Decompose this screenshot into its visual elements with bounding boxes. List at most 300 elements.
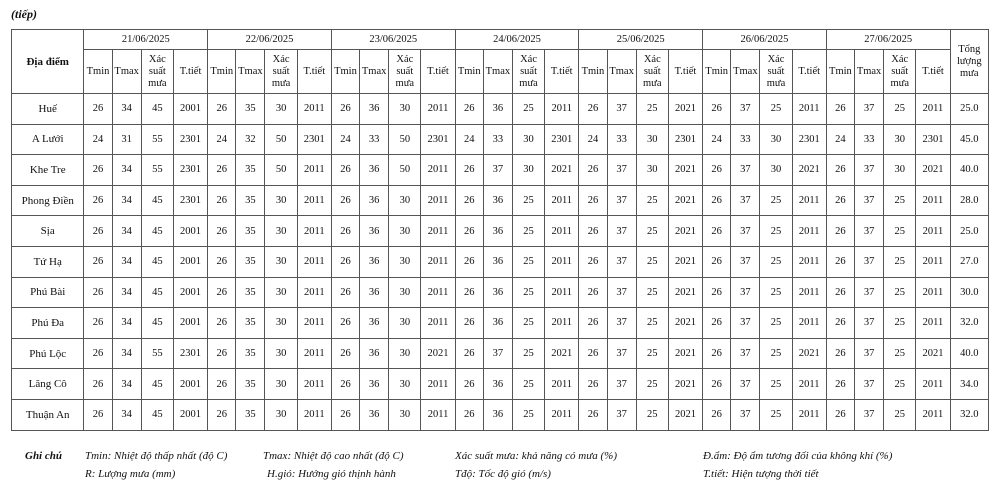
tmax-header: Tmax [112, 50, 141, 94]
weather-code-cell: 2011 [792, 308, 826, 339]
tmax-cell: 36 [483, 399, 512, 430]
tmax-cell: 37 [607, 155, 636, 186]
weather-code-cell: 2021 [668, 277, 702, 308]
tmax-cell: 37 [607, 277, 636, 308]
weather-code-header: T.tiết [916, 50, 950, 94]
weather-code-cell: 2021 [668, 94, 702, 125]
weather-code-cell: 2011 [421, 155, 455, 186]
tmax-cell: 37 [731, 94, 760, 125]
tmax-cell: 37 [607, 369, 636, 400]
weather-code-cell: 2011 [297, 94, 331, 125]
date-header-3: 23/06/2025 [331, 30, 455, 50]
rain-probability-cell: 50 [389, 155, 421, 186]
note-rain: R: Lượng mưa (mm) [85, 468, 176, 480]
weather-code-cell: 2301 [545, 124, 579, 155]
tmin-cell: 26 [703, 246, 731, 277]
tmin-cell: 26 [826, 216, 854, 247]
tmin-cell: 26 [703, 216, 731, 247]
tmin-cell: 26 [84, 308, 112, 339]
tmin-cell: 26 [703, 185, 731, 216]
tmax-cell: 37 [731, 338, 760, 369]
tmin-header: Tmin [331, 50, 359, 94]
tmin-cell: 26 [455, 246, 483, 277]
tmin-header: Tmin [703, 50, 731, 94]
table-row [12, 308, 989, 339]
rain-probability-cell: 45 [141, 94, 173, 125]
table-row [12, 369, 989, 400]
rain-probability-cell: 50 [265, 155, 297, 186]
tmax-cell: 37 [854, 277, 883, 308]
tmin-cell: 24 [826, 124, 854, 155]
tmax-cell: 35 [236, 94, 265, 125]
tmax-cell: 36 [360, 277, 389, 308]
tmax-header: Tmax [731, 50, 760, 94]
weather-code-cell: 2011 [916, 216, 950, 247]
rain-probability-cell: 25 [636, 369, 668, 400]
tmin-header: Tmin [455, 50, 483, 94]
rain-probability-cell: 45 [141, 399, 173, 430]
weather-code-cell: 2011 [792, 216, 826, 247]
tmin-header: Tmin [208, 50, 236, 94]
table-row [12, 338, 989, 369]
tmax-cell: 35 [236, 216, 265, 247]
rain-probability-cell: 30 [389, 399, 421, 430]
tmax-cell: 36 [483, 308, 512, 339]
rain-probability-cell: 30 [512, 155, 544, 186]
weather-code-cell: 2011 [545, 94, 579, 125]
tmin-cell: 26 [84, 399, 112, 430]
rain-probability-cell: 25 [512, 216, 544, 247]
tmax-header: Tmax [360, 50, 389, 94]
tmin-cell: 24 [84, 124, 112, 155]
tmin-cell: 26 [455, 185, 483, 216]
rain-probability-cell: 25 [884, 246, 916, 277]
rain-probability-cell: 30 [389, 246, 421, 277]
weather-code-cell: 2301 [792, 124, 826, 155]
tmax-cell: 33 [360, 124, 389, 155]
weather-code-cell: 2001 [173, 246, 207, 277]
table-row [12, 94, 989, 125]
tmax-cell: 37 [607, 94, 636, 125]
weather-code-header: T.tiết [545, 50, 579, 94]
tmin-cell: 26 [826, 338, 854, 369]
tmin-cell: 26 [703, 369, 731, 400]
weather-code-cell: 2011 [916, 277, 950, 308]
note-tmin: Tmin: Nhiệt độ thấp nhất (độ C) [85, 450, 228, 462]
table-row [12, 185, 989, 216]
weather-code-cell: 2001 [173, 94, 207, 125]
tmin-cell: 26 [331, 155, 359, 186]
rain-probability-cell: 25 [760, 246, 792, 277]
weather-code-cell: 2011 [545, 277, 579, 308]
tmin-cell: 26 [826, 399, 854, 430]
rain-probability-header: Xác suất mưa [512, 50, 544, 94]
tmax-cell: 37 [731, 277, 760, 308]
total-rain-cell: 40.0 [950, 338, 988, 369]
rain-probability-cell: 25 [884, 308, 916, 339]
tmax-cell: 37 [854, 185, 883, 216]
rain-probability-header: Xác suất mưa [389, 50, 421, 94]
weather-code-header: T.tiết [668, 50, 702, 94]
rain-probability-header: Xác suất mưa [884, 50, 916, 94]
rain-probability-cell: 45 [141, 246, 173, 277]
rain-probability-cell: 55 [141, 338, 173, 369]
tmax-cell: 37 [854, 216, 883, 247]
rain-probability-cell: 25 [512, 369, 544, 400]
rain-probability-cell: 25 [512, 185, 544, 216]
tmin-cell: 26 [208, 308, 236, 339]
tmax-cell: 37 [731, 185, 760, 216]
weather-code-cell: 2011 [421, 399, 455, 430]
tmax-cell: 34 [112, 369, 141, 400]
tmin-cell: 24 [331, 124, 359, 155]
tmax-cell: 36 [483, 216, 512, 247]
rain-probability-cell: 30 [636, 124, 668, 155]
total-rain-header: Tổng lượng mưa [950, 30, 988, 94]
tmax-cell: 34 [112, 246, 141, 277]
total-rain-cell: 32.0 [950, 308, 988, 339]
tmin-cell: 26 [208, 399, 236, 430]
tmax-cell: 36 [483, 94, 512, 125]
rain-probability-cell: 25 [636, 308, 668, 339]
rain-probability-cell: 50 [265, 124, 297, 155]
tmax-cell: 36 [483, 277, 512, 308]
tmin-cell: 26 [331, 277, 359, 308]
rain-probability-cell: 25 [512, 94, 544, 125]
tmin-cell: 24 [455, 124, 483, 155]
weather-code-cell: 2011 [792, 277, 826, 308]
tmax-cell: 35 [236, 155, 265, 186]
note-rain-probability: Xác suất mưa: khả năng có mưa (%) [455, 450, 617, 462]
rain-probability-cell: 25 [760, 308, 792, 339]
tmin-cell: 26 [208, 338, 236, 369]
location-name: Thuận An [12, 399, 84, 430]
date-header-row [12, 30, 989, 50]
weather-code-cell: 2011 [545, 399, 579, 430]
weather-code-cell: 2011 [297, 369, 331, 400]
tmax-cell: 36 [360, 246, 389, 277]
tmax-cell: 37 [854, 369, 883, 400]
weather-code-cell: 2011 [916, 399, 950, 430]
date-header-6: 26/06/2025 [703, 30, 827, 50]
rain-probability-cell: 25 [884, 94, 916, 125]
total-rain-cell: 25.0 [950, 216, 988, 247]
weather-code-cell: 2001 [173, 369, 207, 400]
tmax-cell: 37 [854, 94, 883, 125]
rain-probability-cell: 25 [760, 94, 792, 125]
weather-code-cell: 2011 [545, 216, 579, 247]
rain-probability-cell: 25 [512, 399, 544, 430]
rain-probability-cell: 25 [636, 216, 668, 247]
tmin-cell: 26 [331, 216, 359, 247]
location-name: Phú Lộc [12, 338, 84, 369]
weather-code-cell: 2301 [297, 124, 331, 155]
weather-code-cell: 2021 [668, 216, 702, 247]
tmax-cell: 37 [483, 155, 512, 186]
weather-code-cell: 2011 [545, 246, 579, 277]
location-name: Phú Bài [12, 277, 84, 308]
tmin-cell: 26 [455, 308, 483, 339]
tmin-header: Tmin [84, 50, 112, 94]
weather-code-cell: 2011 [916, 185, 950, 216]
tmin-cell: 24 [703, 124, 731, 155]
weather-code-cell: 2011 [297, 338, 331, 369]
total-rain-cell: 45.0 [950, 124, 988, 155]
tmin-cell: 26 [826, 308, 854, 339]
rain-probability-cell: 25 [636, 94, 668, 125]
rain-probability-cell: 25 [760, 277, 792, 308]
tmin-cell: 26 [579, 94, 607, 125]
tmin-cell: 26 [579, 246, 607, 277]
rain-probability-cell: 30 [265, 185, 297, 216]
rain-probability-cell: 30 [265, 246, 297, 277]
rain-probability-cell: 45 [141, 369, 173, 400]
weather-code-cell: 2011 [297, 155, 331, 186]
total-rain-cell: 32.0 [950, 399, 988, 430]
weather-code-cell: 2011 [421, 94, 455, 125]
weather-code-cell: 2011 [297, 399, 331, 430]
tmin-cell: 26 [84, 338, 112, 369]
tmin-cell: 26 [455, 155, 483, 186]
tmin-cell: 26 [579, 399, 607, 430]
rain-probability-cell: 25 [884, 216, 916, 247]
rain-probability-cell: 30 [884, 124, 916, 155]
tmax-cell: 36 [483, 185, 512, 216]
tmin-cell: 26 [826, 155, 854, 186]
weather-code-cell: 2021 [668, 399, 702, 430]
rain-probability-cell: 30 [389, 216, 421, 247]
weather-code-cell: 2011 [297, 216, 331, 247]
tmin-cell: 26 [84, 185, 112, 216]
tmax-cell: 35 [236, 185, 265, 216]
weather-code-cell: 2011 [545, 308, 579, 339]
rain-probability-cell: 30 [265, 399, 297, 430]
rain-probability-header: Xác suất mưa [141, 50, 173, 94]
location-name: Sịa [12, 216, 84, 247]
weather-code-cell: 2301 [173, 124, 207, 155]
rain-probability-cell: 30 [760, 155, 792, 186]
rain-probability-cell: 30 [265, 308, 297, 339]
tmax-header: Tmax [854, 50, 883, 94]
tmin-cell: 26 [455, 369, 483, 400]
weather-code-cell: 2011 [792, 399, 826, 430]
tmin-cell: 26 [331, 246, 359, 277]
rain-probability-cell: 25 [760, 185, 792, 216]
tmin-cell: 26 [84, 216, 112, 247]
total-rain-cell: 40.0 [950, 155, 988, 186]
tmax-cell: 35 [236, 369, 265, 400]
tmax-cell: 31 [112, 124, 141, 155]
weather-code-cell: 2301 [173, 185, 207, 216]
location-name: Tứ Hạ [12, 246, 84, 277]
rain-probability-cell: 25 [636, 338, 668, 369]
note-wind-direction: H.gió: Hướng gió thịnh hành [267, 468, 396, 480]
weather-code-cell: 2301 [421, 124, 455, 155]
rain-probability-cell: 30 [884, 155, 916, 186]
tmax-cell: 33 [483, 124, 512, 155]
tmin-cell: 26 [826, 277, 854, 308]
date-header-5: 25/06/2025 [579, 30, 703, 50]
tmax-cell: 37 [607, 246, 636, 277]
table-row [12, 124, 989, 155]
location-name: Khe Tre [12, 155, 84, 186]
location-name: Phú Đa [12, 308, 84, 339]
rain-probability-cell: 45 [141, 277, 173, 308]
tmin-header: Tmin [579, 50, 607, 94]
tmax-cell: 34 [112, 308, 141, 339]
tmin-cell: 26 [579, 338, 607, 369]
rain-probability-cell: 45 [141, 308, 173, 339]
rain-probability-cell: 25 [636, 246, 668, 277]
rain-probability-cell: 25 [760, 338, 792, 369]
tmax-cell: 33 [854, 124, 883, 155]
rain-probability-cell: 25 [512, 308, 544, 339]
rain-probability-cell: 30 [265, 277, 297, 308]
tmax-cell: 37 [731, 369, 760, 400]
tmax-cell: 35 [236, 338, 265, 369]
tmax-cell: 36 [360, 185, 389, 216]
rain-probability-cell: 45 [141, 185, 173, 216]
tmin-cell: 26 [703, 399, 731, 430]
note-tmax: Tmax: Nhiệt độ cao nhất (độ C) [263, 450, 404, 462]
tmax-cell: 34 [112, 399, 141, 430]
weather-code-cell: 2021 [668, 369, 702, 400]
weather-code-cell: 2011 [916, 94, 950, 125]
tmax-cell: 34 [112, 216, 141, 247]
rain-probability-cell: 30 [636, 155, 668, 186]
rain-probability-cell: 55 [141, 155, 173, 186]
weather-code-cell: 2011 [297, 308, 331, 339]
tmin-cell: 26 [455, 94, 483, 125]
weather-code-cell: 2011 [545, 185, 579, 216]
tmax-cell: 37 [854, 338, 883, 369]
weather-code-cell: 2021 [668, 308, 702, 339]
weather-code-cell: 2011 [297, 246, 331, 277]
tmax-cell: 34 [112, 338, 141, 369]
tmin-cell: 26 [703, 338, 731, 369]
total-rain-cell: 34.0 [950, 369, 988, 400]
tmin-cell: 26 [331, 369, 359, 400]
location-name: Huế [12, 94, 84, 125]
continued-label: (tiếp) [11, 7, 37, 21]
weather-code-cell: 2021 [545, 338, 579, 369]
weather-code-cell: 2011 [916, 308, 950, 339]
weather-code-cell: 2021 [545, 155, 579, 186]
tmax-cell: 37 [854, 246, 883, 277]
tmin-cell: 26 [208, 369, 236, 400]
tmin-cell: 26 [208, 155, 236, 186]
table-row [12, 277, 989, 308]
tmax-cell: 36 [360, 94, 389, 125]
table-row [12, 246, 989, 277]
weather-code-header: T.tiết [297, 50, 331, 94]
weather-code-cell: 2011 [421, 185, 455, 216]
forecast-table [11, 29, 989, 431]
weather-code-cell: 2011 [916, 369, 950, 400]
tmax-cell: 36 [360, 399, 389, 430]
weather-code-header: T.tiết [792, 50, 826, 94]
weather-code-cell: 2001 [173, 308, 207, 339]
note-humidity: Đ.ẩm: Độ ẩm tương đối của không khí (%) [703, 450, 893, 462]
weather-code-cell: 2301 [916, 124, 950, 155]
subheader-row [12, 50, 989, 94]
weather-code-cell: 2011 [421, 216, 455, 247]
tmax-cell: 35 [236, 246, 265, 277]
rain-probability-cell: 30 [389, 94, 421, 125]
tmin-cell: 26 [579, 216, 607, 247]
tmin-cell: 26 [455, 216, 483, 247]
tmax-cell: 36 [360, 338, 389, 369]
location-header: Địa điểm [12, 30, 84, 94]
tmin-cell: 26 [331, 308, 359, 339]
tmax-cell: 34 [112, 277, 141, 308]
weather-code-cell: 2301 [668, 124, 702, 155]
tmin-cell: 26 [703, 94, 731, 125]
tmax-cell: 33 [607, 124, 636, 155]
table-body [12, 94, 989, 431]
tmin-cell: 26 [208, 277, 236, 308]
rain-probability-cell: 25 [760, 369, 792, 400]
location-name: Lăng Cô [12, 369, 84, 400]
tmin-cell: 26 [455, 399, 483, 430]
weather-code-cell: 2301 [173, 338, 207, 369]
tmax-cell: 37 [483, 338, 512, 369]
tmax-cell: 36 [360, 155, 389, 186]
date-header-2: 22/06/2025 [208, 30, 332, 50]
tmax-cell: 36 [483, 246, 512, 277]
location-name: A Lưới [12, 124, 84, 155]
tmax-cell: 37 [607, 308, 636, 339]
tmin-cell: 26 [826, 185, 854, 216]
table-header [12, 30, 989, 94]
tmin-cell: 26 [703, 277, 731, 308]
legend-notes [11, 450, 989, 490]
rain-probability-cell: 25 [512, 338, 544, 369]
total-rain-cell: 30.0 [950, 277, 988, 308]
tmin-cell: 26 [331, 185, 359, 216]
tmin-cell: 26 [826, 246, 854, 277]
tmax-cell: 34 [112, 185, 141, 216]
tmin-cell: 26 [703, 155, 731, 186]
tmax-cell: 35 [236, 308, 265, 339]
weather-code-cell: 2011 [421, 277, 455, 308]
tmin-cell: 26 [579, 308, 607, 339]
tmax-cell: 32 [236, 124, 265, 155]
tmax-cell: 37 [854, 308, 883, 339]
rain-probability-cell: 30 [389, 277, 421, 308]
rain-probability-cell: 30 [512, 124, 544, 155]
rain-probability-cell: 25 [884, 369, 916, 400]
tmax-cell: 37 [607, 216, 636, 247]
rain-probability-cell: 30 [389, 308, 421, 339]
weather-code-cell: 2021 [668, 185, 702, 216]
rain-probability-cell: 30 [265, 369, 297, 400]
rain-probability-cell: 30 [389, 185, 421, 216]
weather-code-cell: 2011 [421, 369, 455, 400]
tmax-cell: 37 [607, 338, 636, 369]
tmin-cell: 26 [208, 94, 236, 125]
rain-probability-cell: 30 [265, 94, 297, 125]
tmin-cell: 26 [84, 94, 112, 125]
tmin-cell: 26 [331, 338, 359, 369]
rain-probability-cell: 50 [389, 124, 421, 155]
tmin-cell: 26 [84, 277, 112, 308]
rain-probability-cell: 30 [265, 338, 297, 369]
location-name: Phong Điền [12, 185, 84, 216]
tmax-header: Tmax [607, 50, 636, 94]
rain-probability-cell: 25 [884, 338, 916, 369]
tmax-cell: 35 [236, 277, 265, 308]
